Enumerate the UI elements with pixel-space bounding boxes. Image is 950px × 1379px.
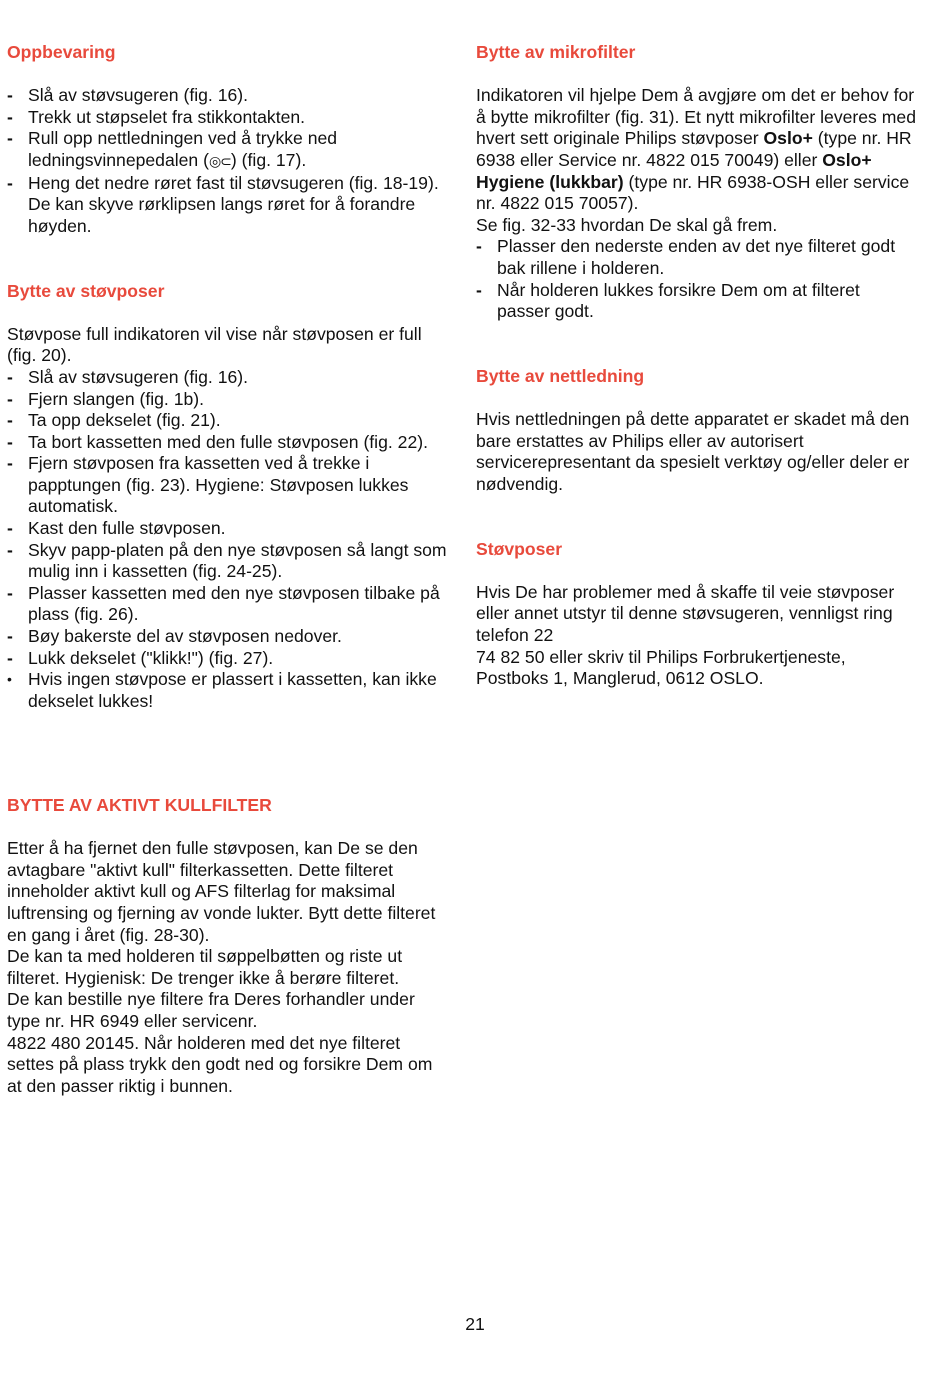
dustbags-text-line: 74 82 50 eller skriv til Philips Forbrukertjeneste, Postboks 1, Manglerud, 0612 OSLO.: [476, 646, 846, 689]
carbon-filter-paragraph: De kan bestille nye filtere fra Deres forhandler under type nr. HR 6949 eller servicenr.: [7, 989, 415, 1031]
carbon-filter-paragraph: De kan ta med holderen til søppelbøtten og riste ut filteret. Hygienisk: De trenger ikke å berøre filteret.: [7, 946, 403, 988]
list-item: - Slå av støvsugeren (fig. 16).: [7, 366, 249, 387]
storage-list: [7, 85, 447, 237]
list-item: - Slå av støvsugeren (fig. 16).: [7, 85, 249, 106]
list-item: - Fjern støvposen fra kassetten ved å trekke i papptungen (fig. 23). Hygiene: Støvposen lukkes automatisk.: [7, 453, 409, 517]
microfilter-list: [476, 236, 916, 322]
list-item: - Plasser kassetten med den nye støvposen tilbake på plass (fig. 26).: [7, 582, 440, 625]
list-item: - Ta opp dekselet (fig. 21).: [7, 410, 221, 431]
section-dustbags: [476, 539, 916, 690]
carbon-filter-paragraph: 4822 480 20145. Når holderen med det nye filteret settes på plass trykk den godt ned og forsikre Dem om at den passer riktig i bunnen.: [7, 1032, 433, 1096]
list-item-bullet: • Hvis ingen støvpose er plassert i kassetten, kan ikke dekselet lukkes!: [7, 669, 452, 711]
list-item: - Rull opp nettledningen ved å trykke ned ledningsvinnepedalen (◎⊂) (fig. 17).: [7, 128, 447, 172]
left-column: [7, 42, 452, 756]
list-item: - Ta bort kassetten med den fulle støvposen (fig. 22).: [7, 431, 428, 452]
carbon-filter-heading: BYTTE AV AKTIVT KULLFILTER: [7, 795, 272, 815]
carbon-filter-paragraph: Etter å ha fjernet den fulle støvposen, kan De se den avtagbare "aktivt kull" filterkassetten. Dette filteret inneholder aktivt kull og AFS filterlag for maksimal luftrensing og fjerning av vonde lukter. Bytt dette filteret en gang i året (fig. 28-30).: [7, 838, 436, 945]
section-carbon-filter: [7, 795, 447, 1097]
list-item: - Lukk dekselet ("klikk!") (fig. 27).: [7, 647, 274, 668]
bullet-icon: •: [7, 671, 12, 688]
list-item: - Plasser den nederste enden av det nye filteret godt bak rillene i holderen.: [476, 236, 896, 278]
storage-heading: Oppbevaring: [7, 42, 116, 62]
dustbag-change-list: [7, 366, 452, 713]
microfilter-intro: Indikatoren vil hjelpe Dem å avgjøre om det er behov for å bytte mikrofilter (fig. 31). Et nytt mikrofilter leveres med hvert sett originale Philips støvposer Oslo+ (type nr. HR 6938 eller Service nr. 4822 015 70049) eller Oslo+ Hygiene (lukkbar) (type nr. HR 6938-OSH eller service nr. 4822 015 70057).: [476, 85, 916, 214]
list-item: - Skyv papp-platen på den nye støvposen så langt som mulig inn i kassetten (fig. 24-25).: [7, 539, 447, 582]
section-storage: [7, 42, 447, 237]
dustbags-text-line: Hvis De har problemer med å skaffe til veie støvposer eller annet utstyr til denne støvsugeren, vennligst ring telefon 22: [476, 581, 895, 646]
list-item: - Fjern slangen (fig. 1b).: [7, 388, 205, 409]
page-number: 21: [465, 1314, 485, 1334]
microfilter-see-fig: Se fig. 32-33 hvordan De skal gå frem.: [476, 214, 778, 235]
dustbags-heading: Støvposer: [476, 538, 563, 559]
section-dustbag-change: [7, 280, 452, 713]
dustbag-change-intro: Støvpose full indikatoren vil vise når støvposen er full (fig. 20).: [7, 323, 422, 366]
cord-rewind-symbol-icon: ◎⊂: [208, 152, 231, 169]
list-item: - Når holderen lukkes forsikre Dem om at filteret passer godt.: [476, 279, 860, 322]
section-power-cord: [476, 366, 916, 496]
dustbag-change-heading: Bytte av støvposer: [7, 280, 165, 301]
list-item: - Bøy bakerste del av støvposen nedover.: [7, 626, 342, 647]
power-cord-text: Hvis nettledningen på dette apparatet er skadet må den bare erstattes av Philips eller av autorisert servicerepresentant da spesielt verktøy og/eller deler er nødvendig.: [476, 409, 910, 494]
microfilter-heading: Bytte av mikrofilter: [476, 42, 636, 62]
list-item-continuation: De kan skyve rørklipsen langs røret for å forandre høyden.: [28, 194, 416, 236]
list-item: - Trekk ut støpselet fra stikkontakten.: [7, 106, 306, 127]
power-cord-heading: Bytte av nettledning: [476, 365, 645, 386]
list-item: - Kast den fulle støvposen.: [7, 518, 226, 539]
right-column: [476, 42, 916, 733]
section-microfilter: [476, 42, 916, 323]
list-item: - Heng det nedre røret fast til støvsugeren (fig. 18-19).: [7, 172, 439, 193]
